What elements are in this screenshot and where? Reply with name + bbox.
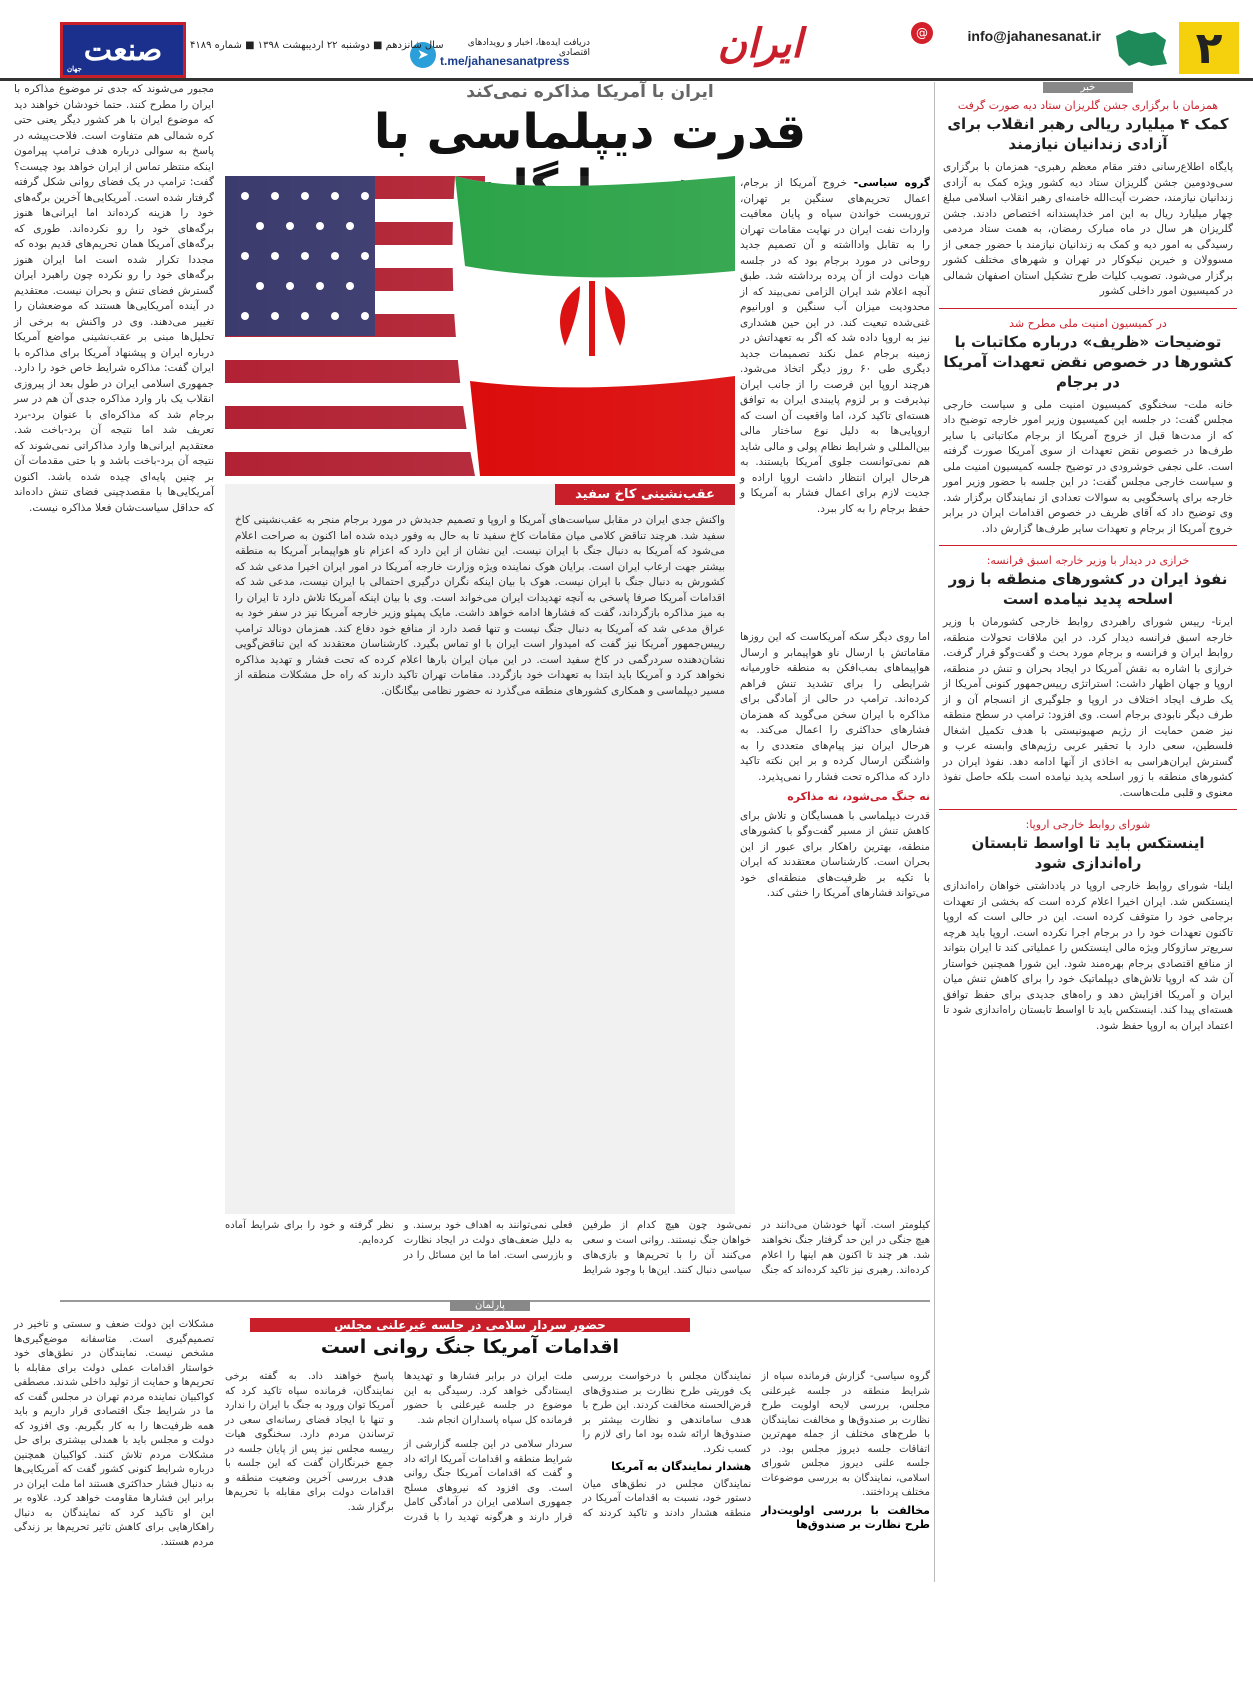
white-house-retreat-box xyxy=(225,484,735,1214)
lead2-body: اما روی دیگر سکه آمریکاست که این روزها مقاماتش با ارسال ناو هواپیمابر و ارسال هواپیماهای بمب‌افکن به منطقه خاورمیانه شرایطی را برای تشدید تنش فراهم کرده‌اند. ترامپ در حالی از آمادگی برای مذاکره با ایران سخن می‌گوید که همزمان فشارهای حداکثری را اعمال می‌کند. به هرحال ایران نیز پیام‌های متعددی را به واشنگتن ارسال کرده و بر این نکته تاکید دارد که مذاکره تحت فشار را نمی‌پذیرد. xyxy=(740,631,930,783)
telegram-link[interactable]: t.me/jahanesanatpress xyxy=(440,54,570,68)
telegram-icon: ➤ xyxy=(410,42,436,68)
interview-column: مجبور می‌شوند که جدی تر موضوع مذاکره با ایران را مطرح کنند. حتما خودشان خواهند دید که موضوع ایران با هر کشور دیگر یعنی حتی کره شمالی هم متفاوت است. فلاحت‌پیشه در پاسخ به سوالی درباره هدف ترامپ پیرامون اینکه منتظر تماس از ایران خواهد بود چیست؟ گفت: ترامپ در یک فضای روانی شکل گرفته گرفتار شده است. آمریکایی‌ها آخرین برگه‌های خود را هزینه کرده‌اند اما ایرانی‌ها هنوز برگه‌های خود را رو نکرده‌اند. طوری که برگه‌های آمریکا همان تحریم‌های قدیم بوده که مجددا تکرار شده است اما ایران هنوز برگه‌های خود را رو نکرده چون راهبرد ایران گسترش فضای تنش و بحران نیست. معتقدیم در آینده آمریکایی‌ها هستند که موضعشان را تغییر می‌دهند. وی در واکنش به برخی از تحلیل‌ها مبنی بر عقب‌نشینی مواضع آمریکا درباره ایران و پیشنهاد آمریکا برای مذاکره با ایران گفت: مذاکره شرایط خاص خود را دارد. جمهوری اسلامی ایران در طول بعد از پیروزی انقلاب یک بار وارد مذاکره جدی آن هم در سر برجام شد که مذاکره‌ای با عنوان برد-برد تعریف شد اما نتیجه آن برد-باخت شد. معتقدیم ایرانی‌ها وارد مذاکراتی نمی‌شوند که نتیجه آن برد-باخت باشد و با حتی مقدمات آن بر چنین پایه‌ای چیده شده باشد. اکنون آمریکایی‌ها با مقصدچینی فضای تنش داده‌اند که حداقل سیاست‌شان فعلا مذاکره نیست. xyxy=(14,83,214,514)
parliament-tag: پارلمان xyxy=(450,1300,530,1311)
divider xyxy=(939,308,1237,309)
page-header xyxy=(0,0,1253,81)
lead-label: گروه سیاسی- xyxy=(853,177,930,189)
lead-column xyxy=(740,176,930,517)
telegram-caption: دریافت ایده‌ها، اخبار و رویدادهای اقتصادی xyxy=(467,38,590,58)
parliament-sub2-body: نمایندگان مجلس در نطق‌های میان دستور خود، نسبت به اقدامات آمریکا در منطقه هشدار دادند و تاکید کردند که ملت ایران در برابر فشارها و تهدیدها ایستادگی خواهد کرد. رسیدگی به این موضوع در جلسه غیرعلنی با حضور فرمانده کل سپاه پاسداران انجام شد. xyxy=(403,1371,752,1519)
flags-photo xyxy=(225,176,735,476)
sidebar-item xyxy=(935,99,1241,300)
sidebar-tag: خبر xyxy=(1043,82,1133,93)
parliament-kicker: حضور سردار سلامی در جلسه غیرعلنی مجلس xyxy=(250,1318,690,1332)
divider xyxy=(939,809,1237,810)
logo-text: صنعت xyxy=(83,32,163,68)
parliament-left-column: مشکلات این دولت ضعف و سستی و تاخیر در تصمیم‌گیری است. متاسفانه موضع‌گیری‌ها مشخص نیست. نمایندگان در نطق‌های خود خواستار اقدامات عملی دولت برای مقابله با تحریم‌ها و حمایت از تولید داخلی شدند. مصطفی کواکبیان نماینده مردم تهران در مجلس گفت که ما در شرایط جنگ اقتصادی قرار داریم و باید همه ظرفیت‌ها را به کار بگیریم. وی افزود که دولت و مجلس باید با همدلی بیشتری برای حل مشکلات مردم تلاش کنند. کواکبیان همچنین درباره شرایط کنونی کشور گفت که آمریکایی‌ها به دنبال فشار حداکثری هستند اما ملت ایران در برابر این فشارها مقاومت خواهد کرد. علاوه بر این او تاکید کرد که نمایندگان به دنبال راهکارهایی برای کاهش تاثیر تحریم‌ها بر زندگی مردم هستند. xyxy=(14,1319,214,1548)
logo-subtext: جهان xyxy=(67,64,82,73)
sidebar-body: ایلنا- شورای روابط خارجی اروپا در یادداشتی خواهان راه‌اندازی اینستکس شد. ایران اخیرا اعلام کرده است که بخشی از تعهدات برجامی خود را متوقف کرده است. این در حالی است که اروپا تاکنون تعهدات خود را در برجام اجرا نکرده است. اروپا باید هرچه سریع‌تر سازوکار ویژه مالی اینستکس را عملیاتی کند تا ایران بتواند از منافع اقتصادی برجام بهره‌مند شود. این شورا همچنین خواستار آن شد که اروپا تلاش‌های دیپلماتیک خود را برای کاهش تنش میان ایران و آمریکا افزایش دهد و راه‌های جدیدی برای حفظ توافق هسته‌ای پیدا کند. اینستکس باید تا اواسط تابستان راه‌اندازی شود تا اعتماد ایران به اروپا حفظ شود. xyxy=(943,880,1233,1032)
sidebar-kicker: همزمان با برگزاری جشن گلریزان ستاد دیه صورت گرفت xyxy=(957,99,1219,112)
sidebar-item xyxy=(935,554,1241,801)
sidebar-kicker: خرازی در دیدار با وزیر خارجه اسبق فرانسه: xyxy=(986,554,1190,567)
parliament-title: اقدامات آمریکا جنگ روانی است xyxy=(320,1336,620,1358)
sidebar-title: نفوذ ایران در کشورهای منطقه با زور اسلحه پدید نیامده است xyxy=(948,570,1228,608)
main-headline: قدرت دیپلماسی با xyxy=(373,104,807,160)
lead2-sub-body: قدرت دیپلماسی با همسایگان و تلاش برای کاهش تنش از مسیر گفت‌وگو با کشورهای منطقه، بهترین راهکار برای عبور از این بحران است. کارشناسان معتقدند که ایران با تکیه بر ظرفیت‌های منطقه‌ای خود می‌تواند فشارهای آمریکا را خنثی کند. xyxy=(740,809,930,899)
sidebar-body: ایرنا- رییس شورای راهبردی روابط خارجی کشورمان با وزیر خارجه اسبق فرانسه دیدار کرد. در این ملاقات تحولات منطقه، روابط ایران و فرانسه و برجام مورد بحث و گفت‌وگو قرار گرفت. خرازی با اشاره به نقش آمریکا در ایجاد بحران و تنش در منطقه، اروپا و جهان اظهار داشت: استراتژی رییس‌جمهور کنونی آمریکا از یک طرف ایجاد اختلاف در اروپا و جلوگیری از انسجام آن و از طرف دیگر نابودی برجام است. وی افزود: ترامپ در سطح منطقه نیز ضمن حمایت از رژیم صهیونیستی با هدف تکمیل اشغال فلسطین، سعی دارد با تحقیر عربی رژیم‌های وابسته عرب و گسترش ایران‌هراسی به اخاذی از آنها ادامه دهد. نفوذ ایران در کشورهای منطقه با زور اسلحه پدید نیامده است بلکه حاصل نفوذ معنوی و قلبی ملت‌هاست. xyxy=(943,616,1233,799)
parliament-intro: گروه سیاسی- گزارش فرمانده سپاه از شرایط منطقه در جلسه غیرعلنی مجلس، بررسی لایحه اولویت طرح نظارت بر صندوق‌ها و مخالفت نمایندگان با طرح‌های مختلف از جمله مهم‌ترین اتفاقات جلسه دیروز مجلس بود. در جلسه علنی دیروز مجلس شورای اسلامی، نمایندگان به بررسی موضوعات مختلف پرداختند. xyxy=(761,1371,930,1498)
section-title: ایران xyxy=(717,20,803,67)
sidebar-body: خانه ملت- سخنگوی کمیسیون امنیت ملی و سیاست خارجی مجلس گفت: در جلسه این کمیسیون وزیر امور خارجه توضیح داد که از مدت‌ها قبل از خروج آمریکا از برجام مکاتباتی با سایر طرف‌ها در خصوص نقض تعهدات از سوی آمریکا صورت گرفته است. علی نجفی خوشرودی در توضیح جلسه کمیسیون امنیت ملی و سیاست خارجی مجلس گفت: در این جلسه با حضور وزیر امور خارجه برای پاسخگویی به سوالات تعدادی از نمایندگان برگزار شد. وی توضیح داد که آقای ظریف در خصوص اقدامات ایران در برابر خروج آمریکا از برجام و تعهدات سایر طرف‌ها گزارش داد. xyxy=(943,398,1233,535)
sidebar-title: کمک ۴ میلیارد ریالی رهبر انقلاب برای آزادی زندانیان نیازمند xyxy=(947,115,1229,153)
page-number: ۲ xyxy=(1179,22,1239,74)
continued-text: کیلومتر است. آنها خودشان می‌دانند در هیچ جنگی در این حد گرفتار جنگ نخواهند شد. هر چند تا اکنون هم اینها را اعلام کرده‌اند. رهبری نیز تاکید کرده‌اند که جنگ نمی‌شود چون هیچ کدام از طرفین خواهان جنگ نیستند. روانی است و سعی می‌کنند آن را با تحریم‌ها و بازی‌های سیاسی دنبال کنند. این‌ها با وجود شرایط فعلی نمی‌توانند به اهداف خود برسند. و به دلیل ضعف‌های دولت در ایجاد نظارت و بازرسی است. اما ما این مسائل را در نظر گرفته و خود را برای شرایط آماده کرده‌ایم. xyxy=(225,1220,930,1276)
lead2-subheading: نه جنگ می‌شود، نه مذاکره xyxy=(787,790,930,803)
contact-email[interactable]: info@jahanesanat.ir xyxy=(967,28,1101,44)
divider xyxy=(939,545,1237,546)
sidebar-item xyxy=(935,317,1241,538)
box-body: واکنش جدی ایران در مقابل سیاست‌های آمریکا و اروپا و تصمیم جدیدش در مورد برجام منجر به عقب‌نشینی کاخ سفید شد. هرچند تناقض کلامی میان مقامات کاخ سفید تا به حال به وفور دیده شده اما اکنون به صراحت اعلام می‌شود که آمریکا به دنبال جنگ با ایران نیست. این نشان از این دارد که اعزام ناو هواپیمابر آمریکا به منطقه بیشتر جهت ارعاب ایران است. برایان هوک نماینده ویژه وزارت خارجه آمریکا در امور ایران اخیرا مدعی شد که کشورش به دنبال جنگ با ایران نیست. هوک با بیان اینکه نگران درگیری احتمالی با ایران نیست، مدعی شد که اقدامات آمریکا صرفا پاسخی به آنچه تهدیدات ایران می‌خواند است. وی با بیان اینکه آمریکا تلاش دارد تا ایران را به میز مذاکره بازگرداند، گفت که فشارها ادامه خواهد داشت. مایک پمپئو وزیر خارجه آمریکا نیز در سفر خود به عراق مدعی شد که آمریکا به دنبال جنگ نیست و تنها قصد دارد از منافع خود دفاع کند. همزمان دونالد ترامپ رییس‌جمهور آمریکا نیز گفت که امیدوار است ایران با او تماس بگیرد. کارشناسان معتقدند که این تناقض‌گویی نشان‌دهنده سردرگمی در کاخ سفید است. در این میان ایران بارها اعلام کرده که تحت فشار و تهدید مذاکره نخواهد کرد و آمریکا باید ابتدا به تعهدات خود بازگردد. مقامات تهران تاکید دارند که راه حل مشکلات منطقه از مسیر دیپلماسی و همکاری کشورهای منطقه می‌گذرد نه حضور نظامی بیگانگان. xyxy=(235,514,725,697)
main-kicker: ایران با آمریکا مذاکره نمی‌کند xyxy=(466,82,714,102)
news-sidebar xyxy=(934,82,1241,1582)
lead-body: خروج آمریکا از برجام، اعمال تحریم‌های سنگین بر تهران، تروریست خواندن سپاه و پایان معافیت واردات نفت ایران در نهایت مقامات تهران را به تقابل وادااشته و آن تصمیم جدید روحانی در مورد برجام بود که در جلسه هیات دولت از آن پرده برداشته شد. طبق آنچه اعلام شد ایران الزامی نمی‌بیند که از محدودیت میزان آب سنگین و اورانیوم غنی‌شده تبعیت کند. در این حین هشداری نیز به اروپا داده شد که اگر به تعهداتش در زمینه برجام عمل نکند تصمیمات جدید دیگری طی ۶۰ روز دیگر اتخاذ می‌شود. هرچند اروپا این فرصت را از جانب ایران نپذیرفت و بر لزوم پایبندی ایران به توافق هسته‌ای تاکید کرد، اما واقعیت آن است که اروپایی‌ها به دلیل نوع ساختار مالی بین‌المللی و شرایط نظام پولی و مالی شاید هم نمی‌توانست جلوی آمریکا بایستند. به هرحال ایران انتظار داشت اروپا اراده و جدیت لازم برای اعمال فشار به آمریکا و حفظ برجام را به کار ببرد. xyxy=(740,177,930,515)
parliament-sub1-body: نمایندگان مجلس با درخواست بررسی یک فوریتی طرح نظارت بر صندوق‌های قرض‌الحسنه مخالفت کردند. این طرح با هدف ساماندهی و نظارت بیشتر بر صندوق‌ها ارائه شده بود اما رای لازم را کسب نکرد. xyxy=(582,1371,752,1455)
email-icon: @ xyxy=(911,22,933,44)
sidebar-body: پایگاه اطلاع‌رسانی دفتر مقام معظم رهبری- همزمان با برگزاری سی‌ودومین جشن گلریزان ستاد دیه کشور ویژه کمک به آزادی زندانیان نیازمند، حضرت آیت‌الله خامنه‌ای رهبر انقلاب اسلامی مبلغ چهار میلیارد ریال به این امر خداپسندانه اختصاص دادند. جشن گلریزان هر سال در ماه مبارک رمضان، به همت ستاد مردمی رسیدگی به امور دیه و کمک به زندانیان نیازمند با حضور جمعی از مسوولان و خیرین نیکوکار در تهران و شهرهای مختلف کشور برگزار می‌شود. تصویب کلیات طرح تشکیل استان اصفهان شمالی در کمیسیون امور داخلی کشور xyxy=(943,161,1233,297)
iran-map-icon xyxy=(1111,26,1171,70)
sidebar-title: توضیحات «ظریف» درباره مکاتبات با کشورها در خصوص نقض تعهدات آمریکا در برجام xyxy=(943,332,1233,391)
sidebar-item xyxy=(935,818,1241,1034)
sidebar-kicker: در کمیسیون امنیت ملی مطرح شد xyxy=(1009,316,1167,330)
sidebar-kicker: شورای روابط خارجی اروپا: xyxy=(1025,818,1151,831)
parliament-sub1: مخالفت با بررسی اولویت‌دار طرح نظارت بر صندوق‌ها xyxy=(761,1503,930,1531)
box-title: عقب‌نشینی کاخ سفید xyxy=(555,484,735,505)
parliament-sub2: هشدار نمایندگان به آمریکا xyxy=(611,1460,752,1473)
lead-column-2 xyxy=(740,630,930,902)
newspaper-logo xyxy=(60,22,186,78)
parliament-main-body: سردار سلامی در این جلسه گزارشی از شرایط منطقه و اقدامات آمریکا ارائه داد و گفت که اقدامات آمریکا جنگ روانی است. وی افزود که نیروهای مسلح جمهوری اسلامی ایران در آمادگی کامل قرار دارند و هرگونه تهدید را با قدرت پاسخ خواهند داد. به گفته برخی نمایندگان، فرمانده سپاه تاکید کرد که آمریکا توان ورود به جنگ با ایران را ندارد و تنها با ایجاد فضای رسانه‌ای سعی در ترساندن مردم دارد. سخنگوی هیات رییسه مجلس نیز پس از پایان جلسه در جمع خبرنگاران گفت که این جلسه با هدف بررسی آخرین وضعیت منطقه و اقدامات دولت برای مقابله با تحریم‌ها برگزار شد. xyxy=(225,1371,573,1523)
issue-info: سال شانزدهم ■ دوشنبه ۲۲ اردیبهشت ۱۳۹۸ ■ شماره ۴۱۸۹ xyxy=(190,40,444,51)
parliament-body xyxy=(225,1370,930,1670)
sidebar-title: اینستکس باید تا اواسط تابستان راه‌اندازی شود xyxy=(971,834,1205,872)
